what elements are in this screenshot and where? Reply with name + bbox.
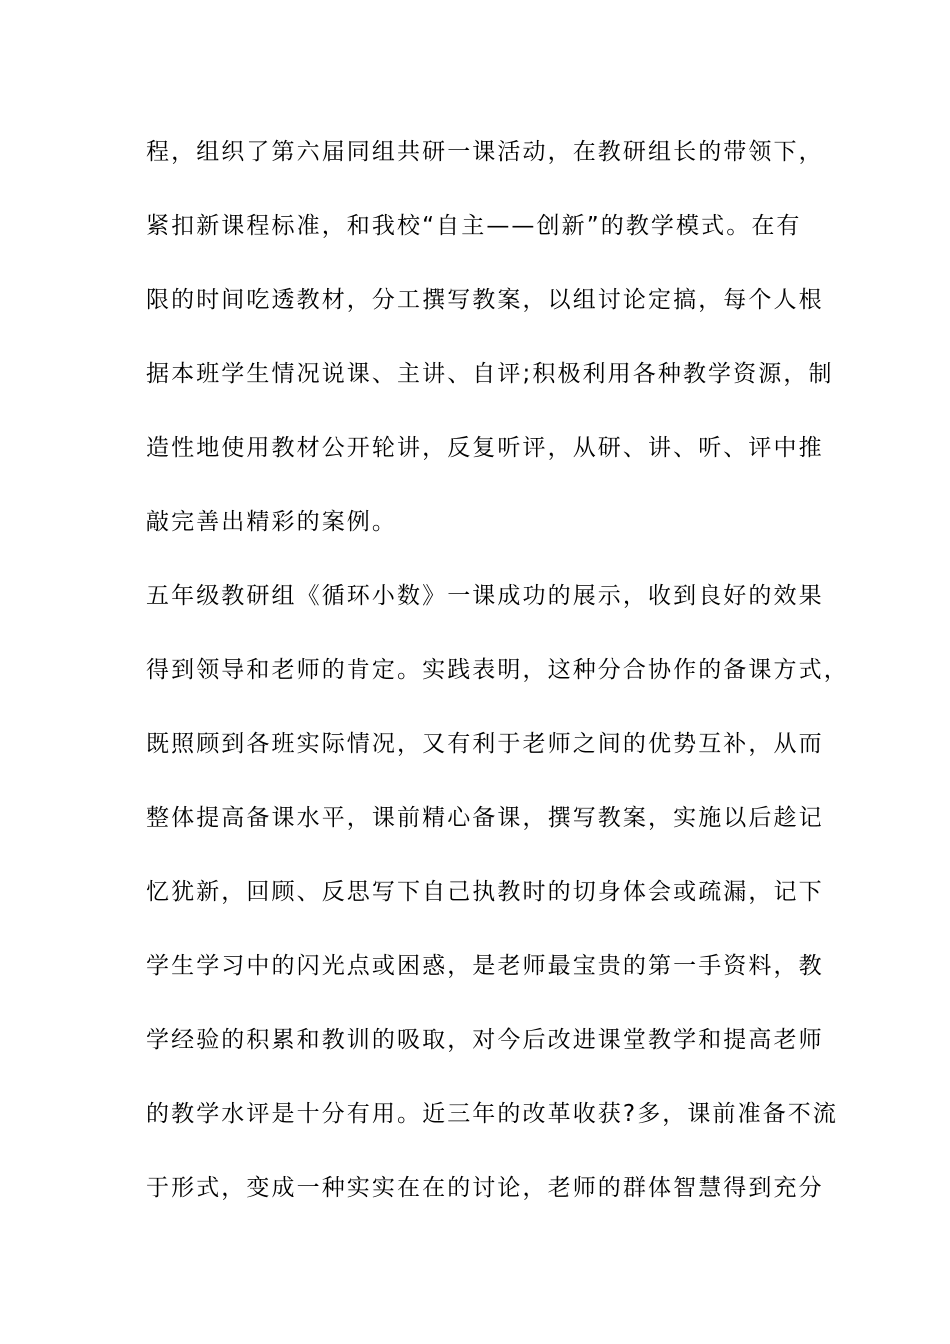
body-text bbox=[146, 128, 849, 1238]
text-line: 既照顾到各班实际情况，又有利于老师之间的优势互补，从而 bbox=[146, 731, 824, 757]
text-line: 敲完善出精彩的案例。 bbox=[146, 509, 397, 535]
text-line: 学生学习中的闪光点或困惑，是老师最宝贵的第一手资料，教 bbox=[146, 953, 824, 979]
text-line: 据本班学生情况说课、主讲、自评;积极利用各种教学资源，制 bbox=[146, 361, 834, 387]
text-line: 忆犹新，回顾、反思写下自己执教时的切身体会或疏漏，记下 bbox=[146, 879, 824, 905]
text-line: 造性地使用教材公开轮讲，反复听评，从研、讲、听、评中推 bbox=[146, 435, 824, 461]
text-line: 程，组织了第六届同组共研一课活动，在教研组长的带领下， bbox=[146, 139, 824, 165]
text-line: 得到领导和老师的肯定。实践表明，这种分合协作的备课方式， bbox=[146, 657, 849, 683]
text-line: 整体提高备课水平，课前精心备课，撰写教案，实施以后趁记 bbox=[146, 805, 824, 831]
text-line: 紧扣新课程标准，和我校“自主——创新”的教学模式。在有 bbox=[146, 213, 802, 239]
text-line: 的教学水评是十分有用。近三年的改革收获?多，课前准备不流 bbox=[146, 1101, 839, 1127]
text-line: 学经验的积累和教训的吸取，对今后改进课堂教学和提高老师 bbox=[146, 1027, 824, 1053]
text-line: 五年级教研组《循环小数》一课成功的展示，收到良好的效果 bbox=[146, 583, 824, 609]
text-line: 限的时间吃透教材，分工撰写教案，以组讨论定搞，每个人根 bbox=[146, 287, 824, 313]
text-line: 于形式，变成一种实实在在的讨论，老师的群体智慧得到充分 bbox=[146, 1175, 824, 1201]
